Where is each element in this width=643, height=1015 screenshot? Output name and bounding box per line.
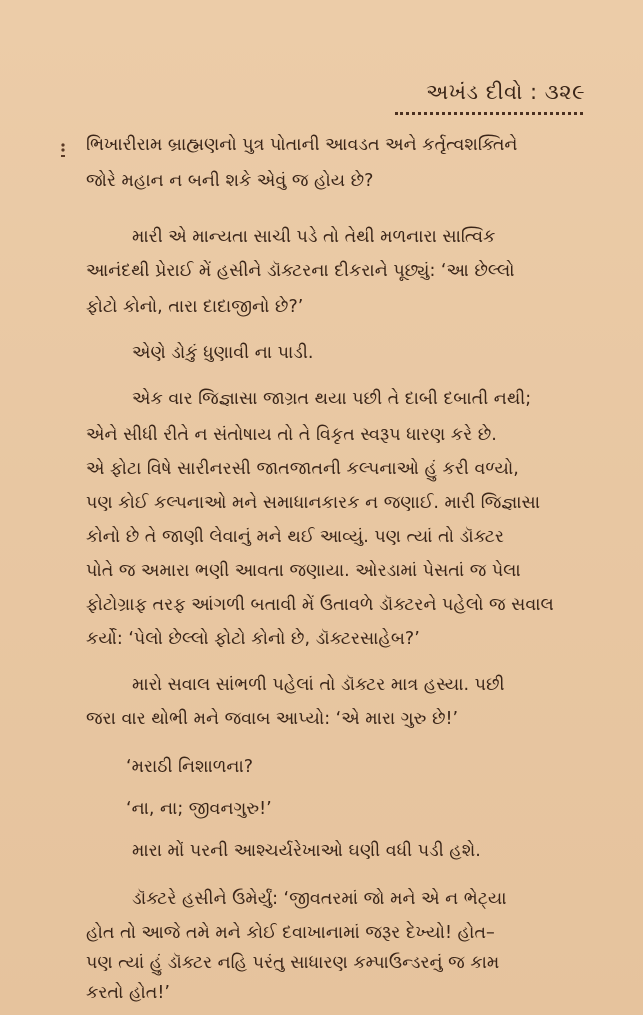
header-dotted-rule	[395, 112, 583, 115]
margin-mark	[58, 142, 68, 165]
paragraph-line: પણ કોઈ કલ્પનાઓ મને સમાધાનકારક ન જણાઈ. મારી જિજ્ઞાસા	[86, 493, 541, 513]
paragraph-line: ‘ના, ના; જીવનગુરુ!’	[126, 799, 272, 819]
paragraph-line: ડૉક્ટરે હસીને ઉમેર્યું: ‘જીવતરમાં જો મને એ ન ભેટ્યા	[132, 889, 507, 909]
paragraph-line: એક વાર જિજ્ઞાસા જાગ્રત થયા પછી તે દાબી દબાતી નથી;	[132, 389, 532, 409]
paragraph-line: એને સીધી રીતે ન સંતોષાય તો તે વિકૃત સ્વરૂપ ધારણ કરે છે.	[86, 425, 497, 445]
paragraph-line: ‘મરાઠી નિશાળના?	[126, 757, 254, 777]
paragraph-line: પોતે જ અમારા ભણી આવતા જણાયા. ઓરડામાં પેસતાં જ પેલા	[86, 561, 521, 581]
paragraph-line: એણે ડોકું ધુણાવી ના પાડી.	[132, 343, 314, 363]
paragraph-line: મારો સવાલ સાંભળી પહેલાં તો ડૉક્ટર માત્ર હસ્યા. પછી	[132, 675, 505, 695]
running-header: અખંડ દીવો : ૩૨૯	[426, 80, 585, 104]
paragraph-line: એ ફોટા વિષે સારીનરસી જાતજાતની કલ્પનાઓ હું કરી વળ્યો,	[86, 459, 519, 479]
paragraph-line: ફોટોગ્રાફ તરફ આંગળી બતાવી મેં ઉતાવળે ડૉક્ટરને પહેલો જ સવાલ	[86, 595, 554, 615]
paragraph-line: જોરે મહાન ન બની શકે એવું જ હોય છે?	[86, 171, 374, 191]
paragraph-line: જરા વાર થોભી મને જવાબ આપ્યો: ‘એ મારા ગુરુ છે!’	[86, 709, 459, 729]
paragraph-line: કરતો હોત!’	[86, 983, 170, 1003]
paragraph-line: કોનો છે તે જાણી લેવાનું મને થઈ આવ્યું. પણ ત્યાં તો ડૉક્ટર	[86, 527, 504, 547]
paragraph-line: આનંદથી પ્રેરાઈ મેં હસીને ડૉક્ટરના દીકરાને પૂછ્યું: ‘આ છેલ્લો	[86, 261, 515, 281]
paragraph-line: ભિખારીરામ બ્રાહ્મણનો પુત્ર પોતાની આવડત અને કર્તૃત્વશક્તિને	[86, 135, 518, 155]
paragraph-line: મારી એ માન્યતા સાચી પડે તો તેથી મળનારા સાત્વિક	[132, 227, 496, 247]
paragraph-line: પણ ત્યાં હું ડૉક્ટર નહિ પરંતુ સાધારણ કમ્પાઉન્ડરનું જ કામ	[86, 953, 500, 973]
paragraph-line: મારા મોં પરની આશ્ચર્યરેખાઓ ઘણી વધી પડી હશે.	[132, 841, 481, 861]
paragraph-line: ફોટો કોનો, તારા દાદાજીનો છે?’	[86, 297, 304, 317]
paragraph-line: કર્યો: ‘પેલો છેલ્લો ફોટો કોનો છે, ડૉક્ટરસાહેબ?’	[86, 629, 420, 649]
paragraph-line: હોત તો આજે તમે મને કોઈ દવાખાનામાં જરૂર દેખ્યો! હોત–	[86, 923, 495, 943]
